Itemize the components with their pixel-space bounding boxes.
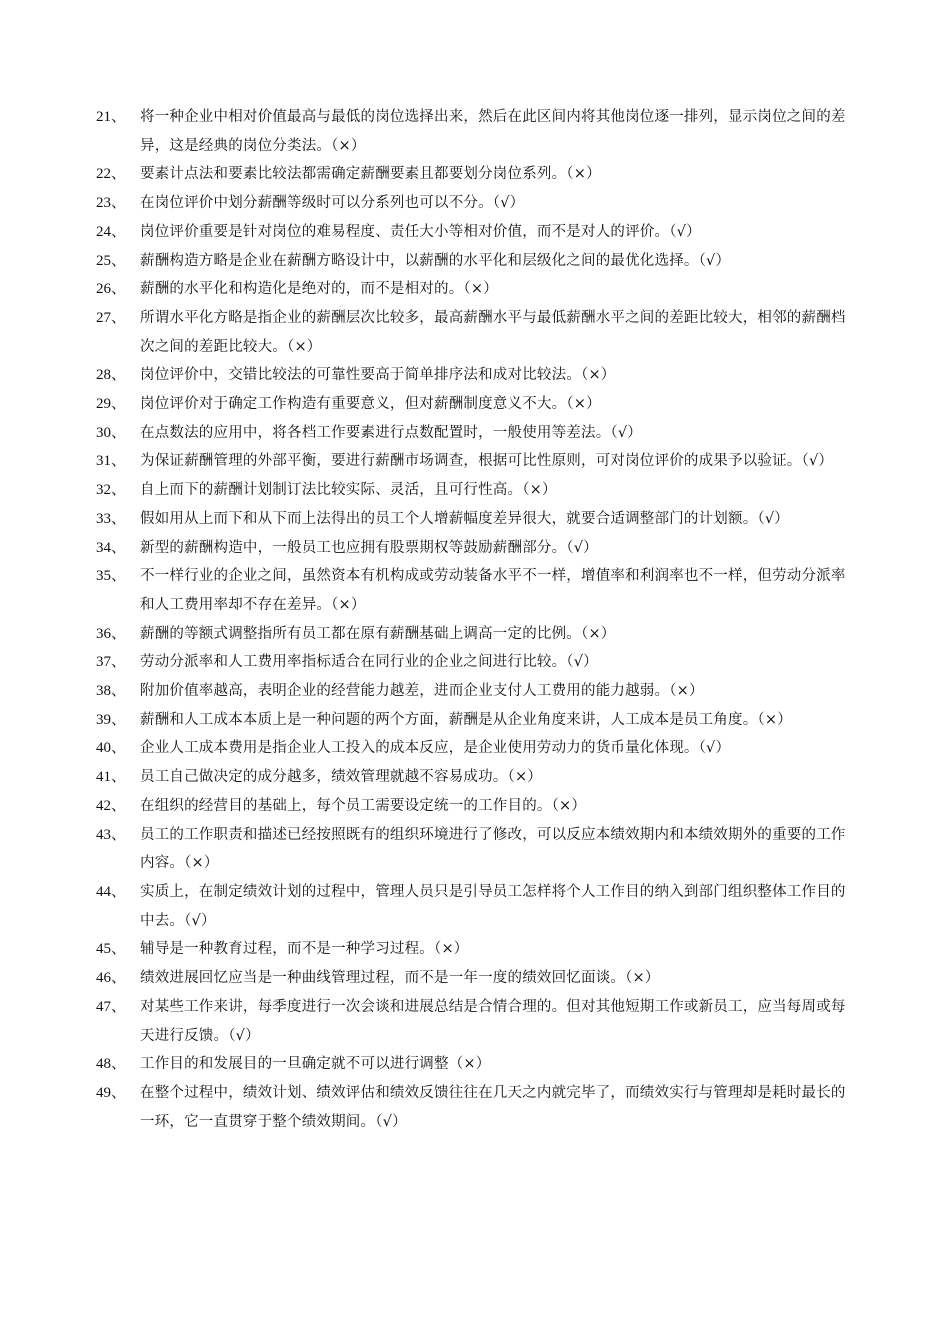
- item-number: 41、: [96, 769, 127, 786]
- item-number: 35、: [96, 568, 127, 585]
- item-text: 自上而下的薪酬计划制订法比较实际、灵活，且可行性高。（×）: [140, 482, 557, 499]
- list-item: [96, 734, 856, 763]
- list-item: [96, 763, 856, 792]
- list-item: [96, 534, 856, 563]
- item-number: 27、: [96, 309, 127, 326]
- list-item: [96, 304, 856, 361]
- list-item: [96, 103, 856, 160]
- item-text: 要素计点法和要素比较法都需确定薪酬要素且都要划分岗位系列。（×）: [140, 166, 601, 183]
- item-number: 28、: [96, 367, 127, 384]
- list-item: [96, 390, 856, 419]
- list-item: [96, 275, 856, 304]
- item-text: 员工的工作职责和描述已经按照既有的组织环境进行了修改，可以反应本绩效期内和本绩效期外的重要的工作内容。（×）: [140, 826, 846, 872]
- item-text: 在整个过程中，绩效计划、绩效评估和绩效反馈往往在几天之内就完毕了，而绩效实行与管理却是耗时最长的一环，它一直贯穿于整个绩效期间。（√）: [140, 1084, 846, 1130]
- item-number: 46、: [96, 970, 127, 987]
- item-number: 40、: [96, 740, 127, 757]
- item-text: 企业人工成本费用是指企业人工投入的成本反应，是企业使用劳动力的货币量化体现。（√）: [140, 740, 731, 757]
- question-list: [96, 103, 856, 1136]
- list-item: [96, 476, 856, 505]
- item-number: 39、: [96, 711, 127, 728]
- list-item: [96, 648, 856, 677]
- item-number: 36、: [96, 625, 127, 642]
- list-item: [96, 1050, 856, 1079]
- item-text: 不一样行业的企业之间，虽然资本有机构成或劳动装备水平不一样，增值率和利润率也不一样，但劳动分派率和人工费用率却不存在差异。（×）: [140, 568, 846, 613]
- item-text: 在点数法的应用中，将各档工作要素进行点数配置时，一般使用等差法。（√）: [140, 424, 642, 441]
- item-number: 23、: [96, 195, 127, 212]
- item-text: 员工自己做决定的成分越多，绩效管理就越不容易成功。（×）: [140, 769, 542, 786]
- item-text: 劳动分派率和人工费用率指标适合在同行业的企业之间进行比较。（√）: [140, 654, 598, 671]
- item-text: 附加价值率越高，表明企业的经营能力越差，进而企业支付人工费用的能力越弱。（×）: [140, 683, 704, 700]
- item-text: 工作目的和发展目的一旦确定就不可以进行调整（×）: [140, 1056, 491, 1073]
- item-number: 37、: [96, 654, 127, 671]
- list-item: [96, 878, 856, 935]
- item-number: 31、: [96, 453, 127, 470]
- item-text: 将一种企业中相对价值最高与最低的岗位选择出来，然后在此区间内将其他岗位逐一排列，显示岗位之间的差异，这是经典的岗位分类法。（×）: [140, 109, 846, 154]
- item-number: 29、: [96, 396, 127, 413]
- list-item: [96, 189, 856, 218]
- item-text: 薪酬的等额式调整指所有员工都在原有薪酬基础上调高一定的比例。（×）: [140, 625, 616, 642]
- item-number: 33、: [96, 510, 127, 527]
- item-number: 47、: [96, 998, 127, 1015]
- item-number: 42、: [96, 797, 127, 814]
- list-item: [96, 677, 856, 706]
- item-text: 辅导是一种教育过程，而不是一种学习过程。（×）: [140, 941, 469, 958]
- list-item: [96, 218, 856, 247]
- list-item: [96, 562, 856, 619]
- item-text: 岗位评价对于确定工作构造有重要意义，但对薪酬制度意义不大。（×）: [140, 396, 601, 413]
- item-number: 26、: [96, 281, 127, 298]
- item-text: 岗位评价中，交错比较法的可靠性要高于简单排序法和成对比较法。（×）: [140, 367, 616, 384]
- list-item: [96, 792, 856, 821]
- list-item: [96, 247, 856, 276]
- item-number: 48、: [96, 1056, 127, 1073]
- item-text: 岗位评价重要是针对岗位的难易程度、责任大小等相对价值，而不是对人的评价。（√）: [140, 223, 701, 240]
- item-number: 30、: [96, 424, 127, 441]
- item-number: 43、: [96, 826, 127, 843]
- list-item: [96, 821, 856, 878]
- list-item: [96, 620, 856, 649]
- item-number: 24、: [96, 223, 127, 240]
- item-number: 34、: [96, 539, 127, 556]
- list-item: [96, 964, 856, 993]
- list-item: [96, 706, 856, 735]
- list-item: [96, 447, 856, 476]
- list-item: [96, 935, 856, 964]
- item-text: 薪酬的水平化和构造化是绝对的，而不是相对的。（×）: [140, 281, 498, 298]
- list-item: [96, 505, 856, 534]
- item-number: 21、: [96, 109, 127, 125]
- item-text: 为保证薪酬管理的外部平衡，要进行薪酬市场调查，根据可比性原则，可对岗位评价的成果予以验证。（√）: [140, 453, 834, 470]
- item-text: 所谓水平化方略是指企业的薪酬层次比较多，最高薪酬水平与最低薪酬水平之间的差距比较大，相邻的薪酬档次之间的差距比较大。（×）: [140, 309, 846, 355]
- item-number: 22、: [96, 166, 127, 183]
- list-item: [96, 160, 856, 189]
- item-text: 假如用从上而下和从下而上法得出的员工个人增薪幅度差异很大，就要合适调整部门的计划额。（√）: [140, 510, 789, 527]
- item-number: 49、: [96, 1084, 127, 1101]
- item-text: 绩效进展回忆应当是一种曲线管理过程，而不是一年一度的绩效回忆面谈。（×）: [140, 970, 660, 987]
- list-item: [96, 419, 856, 448]
- item-number: 45、: [96, 941, 127, 958]
- item-number: 38、: [96, 683, 127, 700]
- item-text: 实质上，在制定绩效计划的过程中，管理人员只是引导员工怎样将个人工作目的纳入到部门组织整体工作目的中去。（√）: [140, 883, 846, 929]
- item-text: 新型的薪酬构造中，一般员工也应拥有股票期权等鼓励薪酬部分。（√）: [140, 539, 598, 556]
- item-number: 32、: [96, 482, 127, 499]
- list-item: [96, 993, 856, 1050]
- item-text: 对某些工作来讲，每季度进行一次会谈和进展总结是合情合理的。但对其他短期工作或新员工，应当每周或每天进行反馈。（√）: [140, 998, 846, 1044]
- item-text: 在岗位评价中划分薪酬等级时可以分系列也可以不分。（√）: [140, 195, 525, 212]
- list-item: [96, 361, 856, 390]
- item-number: 25、: [96, 252, 127, 269]
- item-text: 薪酬构造方略是企业在薪酬方略设计中，以薪酬的水平化和层级化之间的最优化选择。（√）: [140, 252, 731, 269]
- item-number: 44、: [96, 883, 127, 900]
- item-text: 薪酬和人工成本本质上是一种问题的两个方面，薪酬是从企业角度来讲，人工成本是员工角度。（×）: [140, 711, 792, 728]
- item-text: 在组织的经营目的基础上，每个员工需要设定统一的工作目的。（×）: [140, 797, 587, 814]
- list-item: [96, 1079, 856, 1136]
